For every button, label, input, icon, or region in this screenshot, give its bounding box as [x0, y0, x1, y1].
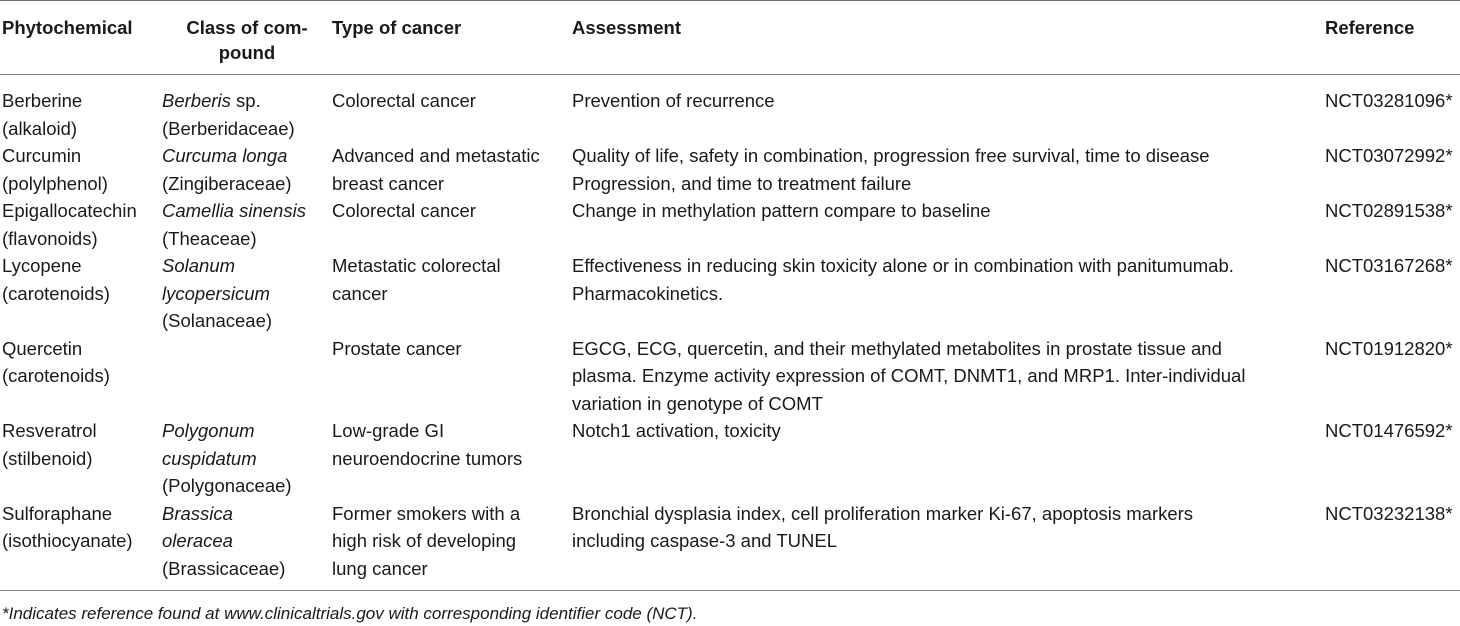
- assessment-text: plasma. Enzyme activity expression of COMT, DNMT1, and MRP1. Inter-individual: [572, 365, 1246, 386]
- table-footnote: *Indicates reference found at www.clinicaltrials.gov with corresponding identifier code (NCT).: [2, 604, 698, 623]
- cell-assessment: [572, 335, 1325, 418]
- cancer-text: lung cancer: [332, 557, 428, 579]
- cancer-text: high risk of developing: [332, 530, 517, 551]
- phytochemical-text: (carotenoids): [2, 365, 110, 386]
- assessment-text: Pharmacokinetics.: [572, 282, 724, 304]
- family-name: (Zingiberaceae): [162, 172, 292, 194]
- phytochemical-text: (flavonoids): [2, 227, 98, 249]
- table-row: [0, 197, 1460, 252]
- cell-assessment: [572, 75, 1325, 143]
- cancer-text: cancer: [332, 282, 388, 304]
- cell-type-of-cancer: [332, 500, 572, 591]
- assessment-text: Bronchial dysplasia index, cell proliferation marker Ki-67, apoptosis markers: [572, 502, 1194, 524]
- species-name: Polygonum: [162, 420, 255, 441]
- cell-type-of-cancer: [332, 252, 572, 335]
- table-row: [0, 252, 1460, 335]
- cell-class-of-compound: [162, 335, 332, 418]
- family-name: (Solanaceae): [162, 310, 273, 331]
- cancer-text: Colorectal cancer: [332, 90, 476, 111]
- assessment-text: including caspase-3 and TUNEL: [572, 530, 837, 551]
- cell-reference: NCT03072992*: [1325, 145, 1453, 166]
- assessment-text: variation in genotype of COMT: [572, 392, 823, 414]
- assessment-text: Change in methylation pattern compare to baseline: [572, 200, 991, 221]
- cancer-text: Prostate cancer: [332, 337, 462, 359]
- table-row: [0, 142, 1460, 197]
- cell-class-of-compound: [162, 142, 332, 197]
- cancer-text: Low-grade GI: [332, 420, 445, 441]
- table-row: [0, 335, 1460, 418]
- species-suffix: sp.: [230, 90, 261, 111]
- cell-class-of-compound: [162, 197, 332, 252]
- cell-phytochemical: [0, 252, 162, 335]
- cell-assessment: [572, 417, 1325, 500]
- table-row: [0, 500, 1460, 591]
- phytochemical-text: Resveratrol: [2, 420, 97, 441]
- species-name: Curcuma longa: [162, 145, 288, 166]
- cancer-text: Metastatic colorectal: [332, 255, 501, 276]
- phytochemical-text: Quercetin: [2, 337, 83, 359]
- phytochemical-text: Curcumin: [2, 145, 82, 166]
- header-row: [0, 1, 1460, 75]
- phytochemical-text: (carotenoids): [2, 282, 110, 304]
- cell-type-of-cancer: [332, 197, 572, 252]
- header-class-line1: Class of com-: [186, 17, 308, 38]
- table-row: [0, 75, 1460, 143]
- assessment-text: Prevention of recurrence: [572, 90, 775, 111]
- cell-reference: NCT03232138*: [1325, 500, 1460, 591]
- cell-assessment: [572, 252, 1325, 335]
- phytochemical-text: (isothiocyanate): [2, 530, 133, 551]
- phytochemical-text: Berberine: [2, 90, 83, 111]
- header-type-of-cancer: Type of cancer: [332, 1, 572, 75]
- cell-phytochemical: [0, 75, 162, 143]
- table-body: [0, 75, 1460, 591]
- species-name: Camellia sinensis: [162, 200, 306, 221]
- cell-assessment: [572, 142, 1325, 197]
- family-name: (Theaceae): [162, 227, 257, 249]
- assessment-text: Notch1 activation, toxicity: [572, 420, 781, 441]
- header-reference: Reference: [1325, 1, 1460, 75]
- cell-reference: NCT01912820*: [1325, 337, 1453, 359]
- cell-type-of-cancer: [332, 75, 572, 143]
- phytochemical-text: Epigallocatechin: [2, 200, 137, 221]
- cell-phytochemical: [0, 335, 162, 418]
- family-name: (Polygonaceae): [162, 475, 292, 496]
- cell-class-of-compound: [162, 75, 332, 143]
- cell-phytochemical: [0, 417, 162, 500]
- species-name: Brassica: [162, 502, 233, 524]
- cell-reference: NCT01476592*: [1325, 420, 1453, 441]
- cell-reference: NCT03281096*: [1325, 90, 1453, 111]
- assessment-text: Progression, and time to treatment failure: [572, 172, 912, 194]
- cell-assessment: [572, 500, 1325, 591]
- cell-type-of-cancer: [332, 417, 572, 500]
- species-name: cuspidatum: [162, 447, 257, 469]
- cell-class-of-compound: [162, 500, 332, 591]
- species-name: lycopersicum: [162, 282, 270, 304]
- cell-assessment: [572, 197, 1325, 252]
- assessment-text: Quality of life, safety in combination, progression free survival, time to disease: [572, 145, 1210, 166]
- cancer-text: Former smokers with a: [332, 502, 521, 524]
- header-phytochemical: Phytochemical: [0, 1, 162, 75]
- cell-class-of-compound: [162, 252, 332, 335]
- cell-type-of-cancer: [332, 142, 572, 197]
- cancer-text: breast cancer: [332, 172, 445, 194]
- cell-phytochemical: [0, 197, 162, 252]
- cancer-text: Advanced and metastatic: [332, 145, 540, 166]
- cancer-text: Colorectal cancer: [332, 200, 476, 221]
- cell-type-of-cancer: [332, 335, 572, 418]
- species-name: Solanum: [162, 255, 236, 276]
- header-class-of-compound: [162, 1, 332, 75]
- phytochemical-text: (polylphenol): [2, 172, 108, 194]
- cancer-text: neuroendocrine tumors: [332, 447, 523, 469]
- phytochemical-text: Sulforaphane: [2, 502, 113, 524]
- table-row: [0, 417, 1460, 500]
- species-name: oleracea: [162, 530, 233, 551]
- phytochemical-text: (alkaloid): [2, 117, 78, 139]
- assessment-text: EGCG, ECG, quercetin, and their methylated metabolites in prostate tissue and: [572, 337, 1222, 359]
- phytochemical-text: (stilbenoid): [2, 447, 93, 469]
- cell-phytochemical: [0, 142, 162, 197]
- phytochemical-text: Lycopene: [2, 255, 82, 276]
- header-assessment: Assessment: [572, 1, 1325, 75]
- family-name: (Berberidaceae): [162, 117, 295, 139]
- cell-phytochemical: [0, 500, 162, 591]
- cell-class-of-compound: [162, 417, 332, 500]
- header-class-line2: pound: [218, 42, 276, 63]
- cell-reference: NCT03167268*: [1325, 255, 1453, 276]
- family-name: (Brassicaceae): [162, 557, 286, 579]
- assessment-text: Effectiveness in reducing skin toxicity alone or in combination with panitumumab.: [572, 255, 1234, 276]
- cell-reference: NCT02891538*: [1325, 200, 1453, 221]
- species-name: Berberis: [162, 90, 231, 111]
